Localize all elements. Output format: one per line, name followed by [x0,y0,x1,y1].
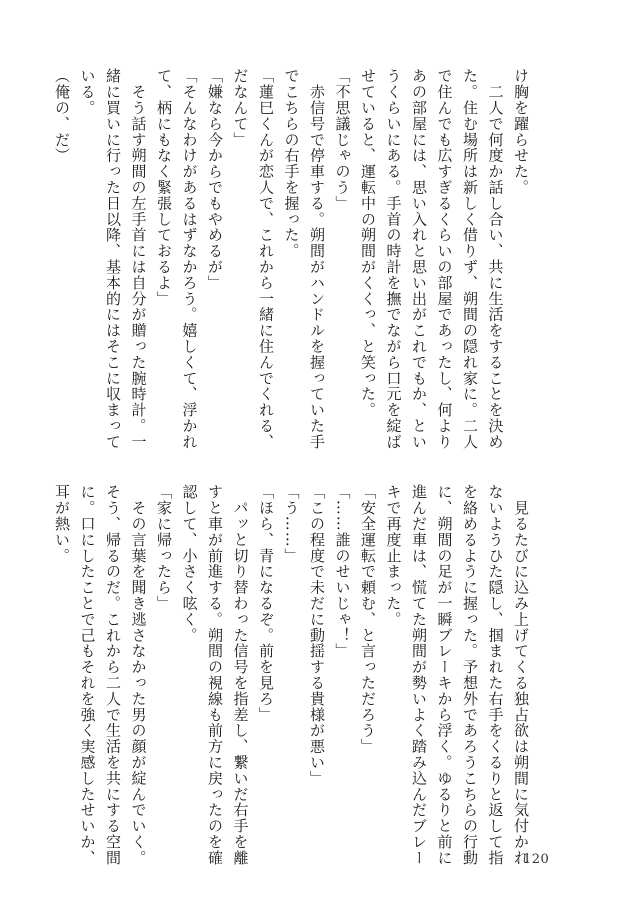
text-line: 「……誰のせいじゃ！」 [333,484,352,659]
text-line: パッと切り替わった信号を指差し、繋いだ右手を離 [231,484,250,866]
text-line: 「う……」 [282,484,301,564]
text-line: で住んでも広すぎるくらいの部屋であったし、何より [435,68,454,450]
text-line: 緒に買いに行った日以降、基本的にはそこに収まって [104,68,122,450]
text-line: そう話す朔間の左手首には自分が贈った腕時計。一 [129,68,148,450]
text-line: 認して、小さく呟く。 [180,484,199,643]
text-line: 見るたびに込み上げてくる独占欲は朔間に気付かれ [512,484,530,866]
text-line: でこちらの右手を握った。 [282,68,301,259]
text-line: 耳が熱い。 [53,484,71,564]
text-line: 赤信号で停車する。朔間がハンドルを握っていた手 [308,68,326,450]
text-line: だなんて」 [231,68,250,148]
page-number: 120 [523,852,550,867]
text-line: を絡めるように握った。予想外であろうこちらの行動 [461,484,479,866]
text-line: すと車が前進する。朔間の視線も前方に戻ったのを確 [206,484,224,866]
text-line: 「この程度で未だに動揺する貴様が悪い」 [308,484,326,787]
text-line: 進んだ車は、慌てた朔間が勢いよく踏み込んだブレー [410,484,428,866]
text-line: に、朔間の足が一瞬ブレーキから浮く。ゆるりと前に [435,484,454,866]
upper-text-block [49,68,534,452]
text-line: 「蓮巳くんが恋人で、これから一緒に住んでくれる、 [257,68,275,450]
text-line: 「ほら、青になるぞ。前を見ろ」 [257,484,275,723]
text-line: 二人で何度か話し合い、共に生活をすることを決め [486,68,505,450]
text-line: ないようひた隠し、掴まれた右手をくるりと返して指 [486,484,505,866]
text-line: 「不思議じゃのう」 [333,68,352,212]
text-line: て、柄にもなく緊張しておるよ」 [155,68,173,307]
text-line: せていると、運転中の朔間がくくっ、と笑った。 [359,68,377,418]
text-line: 「嫌なら今からでもやめるが」 [206,68,224,291]
text-line: 「そんなわけがあるはずなかろう。嬉しくて、浮かれ [180,68,199,450]
text-line: 「安全運転で頼む、と言っただろう」 [359,484,377,755]
text-line: キで再度止まった。 [384,484,403,628]
text-line: いる。 [78,68,97,116]
text-line: た。住む場所は新しく借りず、朔間の隠れ家に。二人 [461,68,479,450]
text-line: うくらいにある。手首の時計を撫でながら口元を綻ば [384,68,403,450]
text-line: あの部屋には、思い入れと思い出がこれでもか、とい [410,68,428,450]
text-line: その言葉を聞き逃さなかった男の顔が綻んでいく。 [129,484,148,866]
text-line: に。口にしたことで己もそれを強く実感したせいか、 [78,484,97,866]
text-line: （俺の、だ） [53,68,71,164]
text-line: 「家に帰ったら」 [155,484,173,612]
lower-text-block [49,484,534,866]
text-line: け胸を躍らせた。 [512,68,530,196]
text-line: そう、帰るのだ。これから二人で生活を共にする空間 [104,484,122,866]
